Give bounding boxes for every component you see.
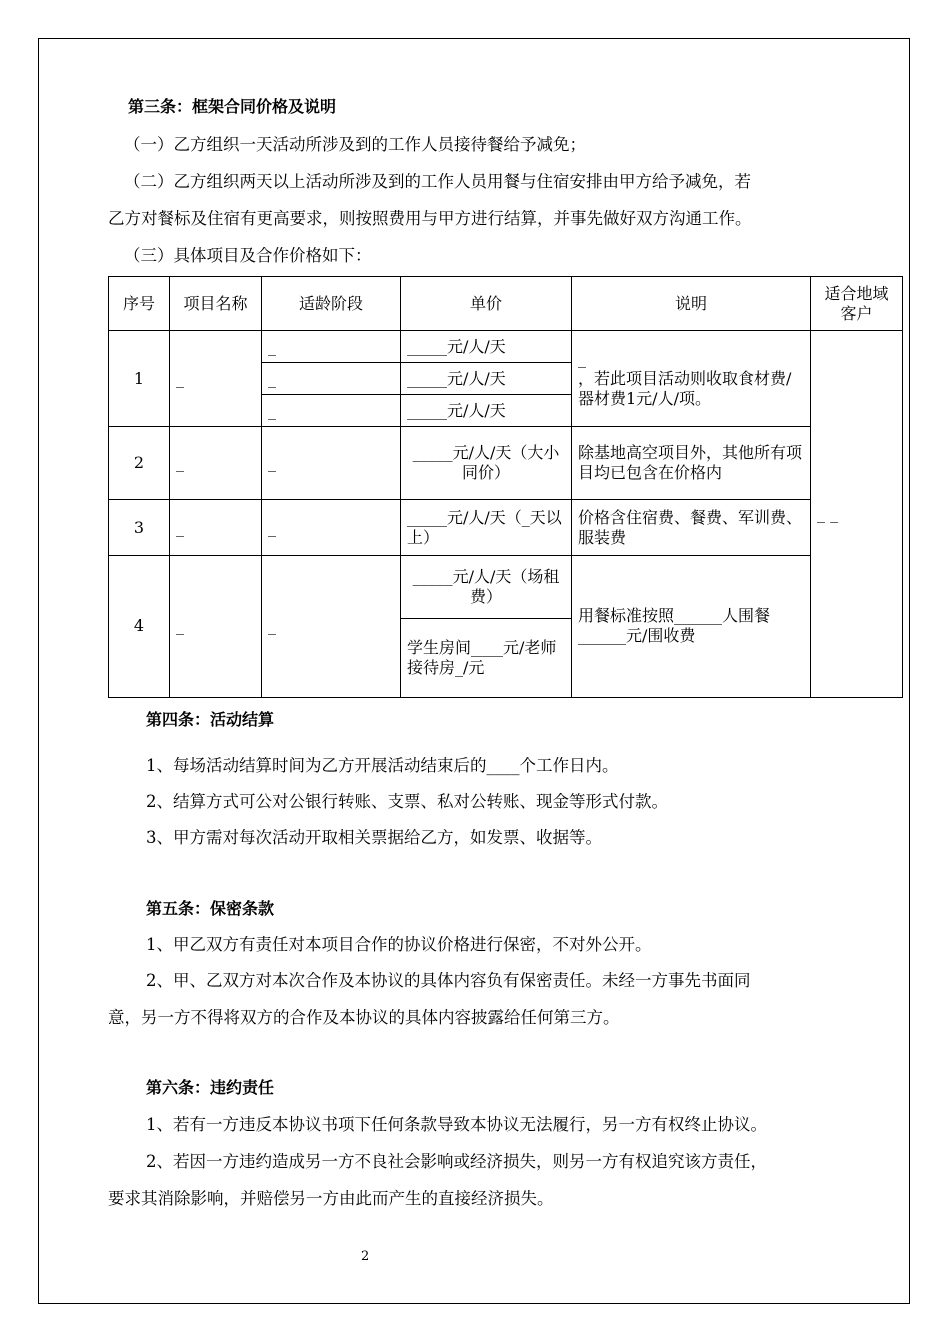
age-stage: _ (262, 555, 401, 697)
description: 用餐标准按照______人围餐______元/围收费 (572, 555, 811, 697)
article4-item: 2、结算方式可公对公银行转账、支票、私对公转账、现金等形式付款。 (146, 792, 668, 811)
description: 价格含住宿费、餐费、军训费、服装费 (572, 500, 811, 555)
age-stage: _ (262, 395, 401, 427)
row-number: 2 (109, 427, 170, 500)
header-cell: 适合地域客户 (811, 277, 903, 331)
header-cell: 序号 (109, 277, 170, 331)
region-customers: _ _ (811, 331, 903, 698)
article4-item: 1、每场活动结算时间为乙方开展活动结束后的____个工作日内。 (146, 756, 619, 775)
price-table (108, 276, 903, 698)
description: 除基地高空项目外，其他所有项目均已包含在价格内 (572, 427, 811, 500)
article3-para-2-line1: （二）乙方组织两天以上活动所涉及到的工作人员用餐与住宿安排由甲方给予减免，若 (124, 172, 751, 191)
item-name: _ (170, 331, 262, 427)
article4-item: 3、甲方需对每次活动开取相关票据给乙方，如发票、收据等。 (146, 828, 602, 847)
article6-item-2-line1: 2、若因一方违约造成另一方不良社会影响或经济损失，则另一方有权追究该方责任， (146, 1152, 767, 1171)
page-number: 2 (361, 1249, 370, 1264)
article5-item-2-line1: 2、甲、乙双方对本次合作及本协议的具体内容负有保密责任。未经一方事先书面同 (146, 971, 751, 990)
article3-heading: 第三条：框架合同价格及说明 (128, 97, 337, 116)
unit-price: _____元/人/天（大小同价） (401, 427, 572, 500)
article5-item-1: 1、甲乙双方有责任对本项目合作的协议价格进行保密，不对外公开。 (146, 935, 652, 954)
article6-heading: 第六条：违约责任 (146, 1078, 275, 1097)
article3-para-3: （三）具体项目及合作价格如下： (124, 246, 372, 265)
description-blank: _ (578, 348, 586, 368)
age-stage: _ (262, 427, 401, 500)
article5-item-2-line2: 意，另一方不得将双方的合作及本协议的具体内容披露给任何第三方。 (108, 1008, 620, 1027)
table-row (109, 331, 903, 363)
unit-price: _____元/人/天 (401, 331, 572, 363)
age-stage: _ (262, 363, 401, 395)
unit-price: _____元/人/天 (401, 363, 572, 395)
table-row (109, 500, 903, 555)
age-stage: _ (262, 331, 401, 363)
unit-price: 学生房间____元/老师接待房_/元 (401, 618, 572, 697)
unit-price: _____元/人/天（场租费） (401, 555, 572, 618)
header-cell: 说明 (572, 277, 811, 331)
article3-para-2-line2: 乙方对餐标及住宿有更高要求，则按照费用与甲方进行结算，并事先做好双方沟通工作。 (108, 209, 752, 228)
article4-heading: 第四条：活动结算 (146, 710, 275, 729)
header-cell: 适龄阶段 (262, 277, 401, 331)
table-row (109, 555, 903, 618)
item-name: _ (170, 427, 262, 500)
age-stage: _ (262, 500, 401, 555)
item-name: _ (170, 555, 262, 697)
table-row (109, 427, 903, 500)
header-cell: 项目名称 (170, 277, 262, 331)
article5-heading: 第五条：保密条款 (146, 899, 275, 918)
row-number: 1 (109, 331, 170, 427)
description-text: ，若此项目活动则收取食材费/器材费1元/人/项。 (578, 368, 792, 408)
table-header-row (109, 277, 903, 331)
article6-item-2-line2: 要求其消除影响，并赔偿另一方由此而产生的直接经济损失。 (108, 1189, 554, 1208)
row-number: 3 (109, 500, 170, 555)
description (572, 331, 811, 427)
article3-para-1: （一）乙方组织一天活动所涉及到的工作人员接待餐给予减免； (124, 135, 586, 154)
item-name: _ (170, 500, 262, 555)
unit-price: _____元/人/天 (401, 395, 572, 427)
row-number: 4 (109, 555, 170, 697)
header-cell: 单价 (401, 277, 572, 331)
article6-item-1: 1、若有一方违反本协议书项下任何条款导致本协议无法履行，另一方有权终止协议。 (146, 1115, 767, 1134)
unit-price: _____元/人/天（_天以上） (401, 500, 572, 555)
